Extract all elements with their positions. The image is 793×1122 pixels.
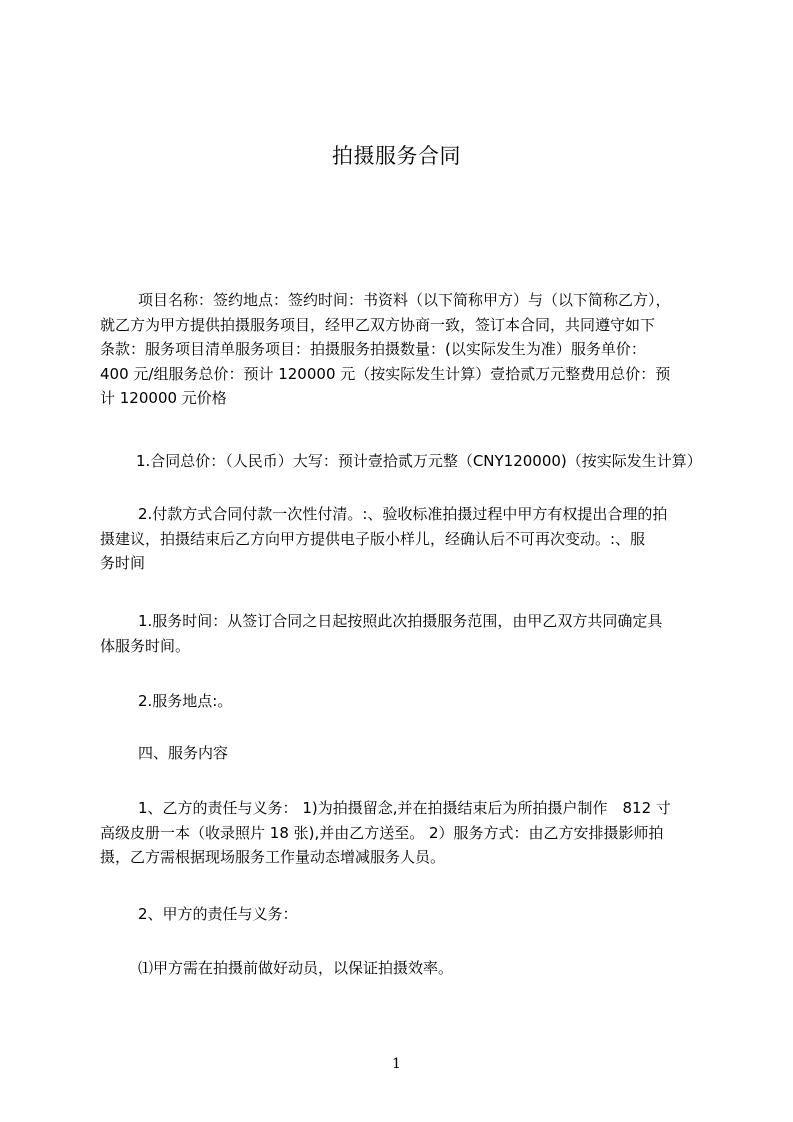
document-title: 拍摄服务合同 — [332, 144, 461, 168]
paragraph-line: 2.付款方式合同付款一次性付清。:、验收标准拍摄过程中甲方有权提出合理的拍 — [138, 505, 668, 523]
paragraph-payment — [100, 502, 726, 576]
paragraph-line: 摄建议，拍摄结束后乙方向甲方提供电子版小样儿，经确认后不可再次变动。:、服 — [100, 529, 646, 548]
paragraph-party-a-duty-1 — [100, 956, 726, 981]
paragraph-party-a-duties-heading — [100, 902, 726, 927]
paragraph-line: 务时间 — [100, 554, 146, 572]
paragraph-line: 2、甲方的责任与义务： — [138, 905, 298, 923]
paragraph-line: 计 120000 元价格 — [100, 389, 227, 407]
section-heading-service-content — [100, 741, 726, 766]
paragraph-service-time — [100, 609, 726, 658]
paragraph-line: 条款：服务项目清单服务项目：拍摄服务拍摄数量：(以实际发生为准）服务单价： — [100, 340, 646, 358]
paragraph-party-b-duties — [100, 796, 726, 870]
paragraph-line: 摄，乙方需根据现场服务工作量动态增减服务人员。 — [100, 848, 446, 866]
paragraph-line: ⑴甲方需在拍摄前做好动员，以保证拍摄效率。 — [138, 959, 454, 977]
paragraph-project-info — [100, 288, 726, 411]
paragraph-service-location — [100, 689, 726, 714]
paragraph-line: 2.服务地点:。 — [138, 692, 233, 710]
paragraph-line: 1、乙方的责任与义务： 1)为拍摄留念,并在拍摄结束后为所拍摄户制作 812 寸 — [138, 799, 671, 817]
paragraph-line: 体服务时间。 — [100, 636, 191, 655]
page-number: 1 — [392, 1056, 401, 1072]
paragraph-line: 就乙方为甲方提供拍摄服务项目，经甲乙双方协商一致，签订本合同，共同遵守如下 — [100, 315, 656, 334]
paragraph-line: 高级皮册一本（收录照片 18 张),并由乙方送至。 2）服务方式：由乙方安排摄影师拍 — [100, 823, 664, 842]
paragraph-total-price — [136, 449, 762, 474]
paragraph-line: 项目名称：签约地点：签约时间：书资料（以下简称甲方）与（以下简称乙方）， — [138, 291, 671, 309]
paragraph-line: 1.合同总价：（人民币）大写：预计壹拾贰万元整（CNY120000)（按实际发生计算） — [136, 452, 702, 470]
paragraph-line: 四、服务内容 — [138, 744, 229, 762]
paragraph-line: 1.服务时间：从签订合同之日起按照此次拍摄服务范围，由甲乙双方共同确定具 — [138, 612, 663, 630]
paragraph-line: 400 元/组服务总价：预计 120000 元（按实际发生计算）壹拾贰万元整费用总价：预 — [100, 364, 671, 383]
